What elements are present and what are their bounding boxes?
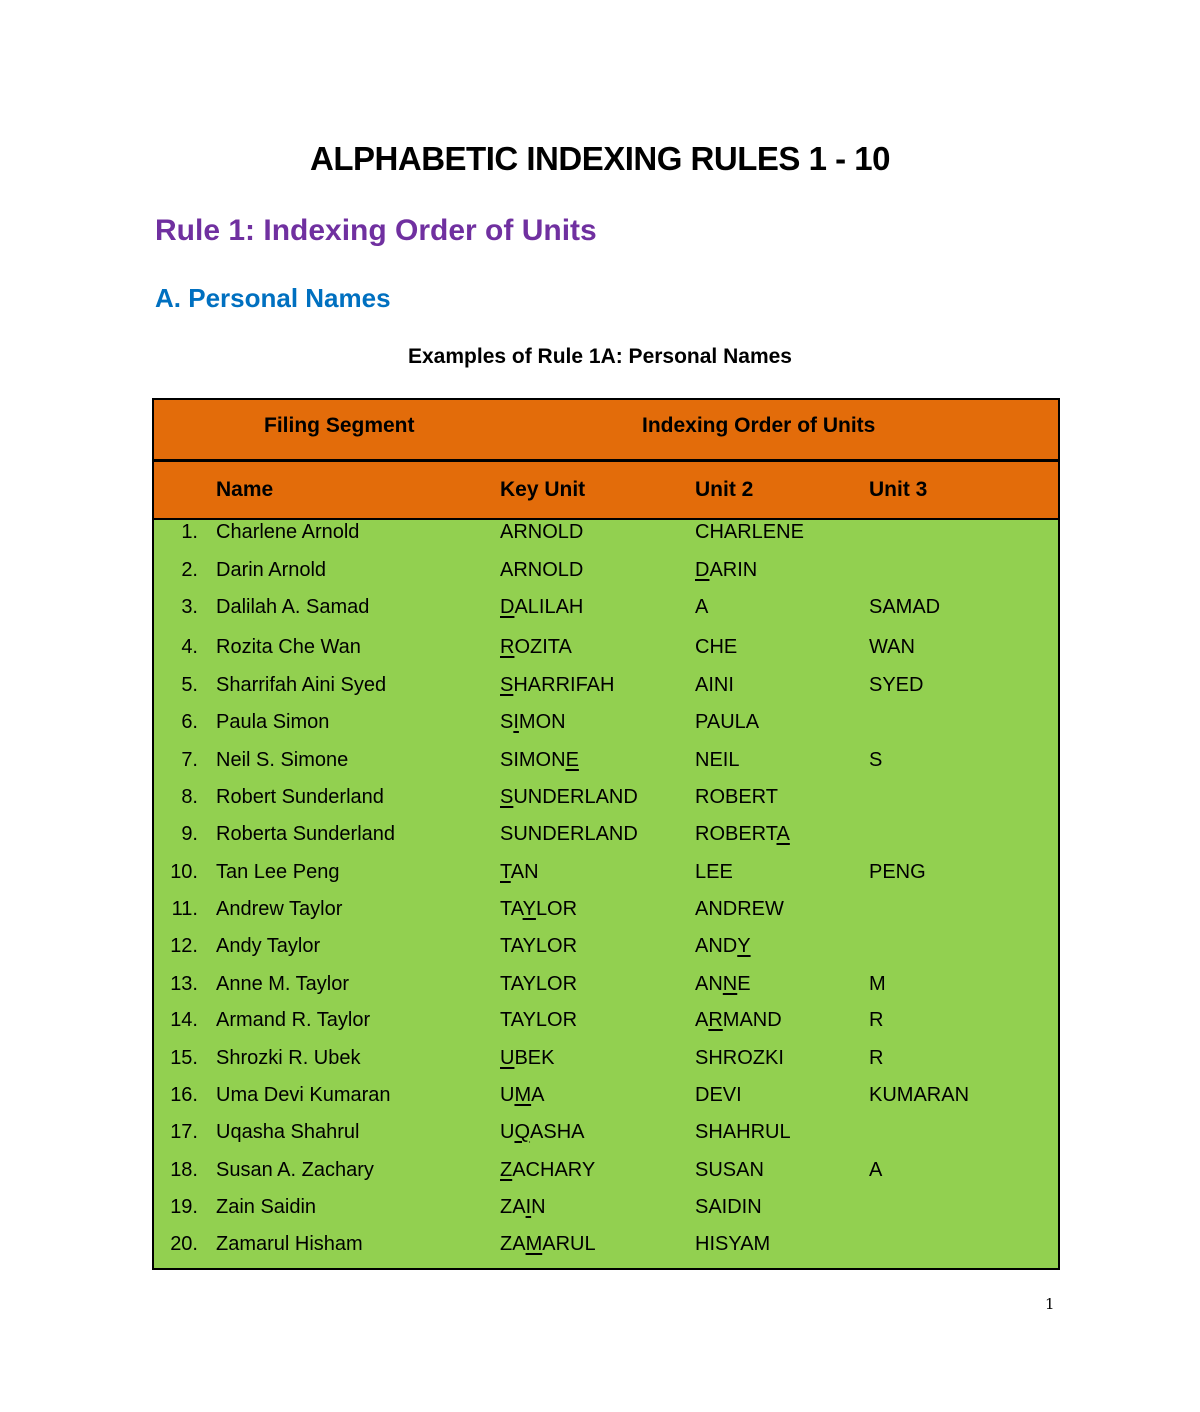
row-unit-3: WAN — [869, 636, 915, 658]
row-number: 2. — [181, 559, 198, 581]
table-row — [154, 966, 1058, 1003]
column-header-name: Name — [216, 478, 274, 501]
row-unit-3: R — [869, 1009, 884, 1031]
row-name: Tan Lee Peng — [216, 861, 340, 883]
row-number: 7. — [181, 749, 198, 771]
section-heading: A. Personal Names — [155, 283, 391, 313]
table-group-header — [154, 400, 1058, 462]
table-row — [154, 704, 1058, 741]
row-unit-2: ANDREW — [695, 898, 784, 920]
column-header-key-unit: Key Unit — [500, 478, 586, 501]
row-key-unit: SHARRIFAH — [500, 674, 615, 696]
row-key-unit: SIMONE — [500, 749, 579, 771]
table-row — [154, 928, 1058, 965]
row-unit-2: NEIL — [695, 749, 740, 771]
table-row — [154, 779, 1058, 816]
row-key-unit: SUNDERLAND — [500, 786, 638, 808]
row-name: Darin Arnold — [216, 559, 327, 581]
table-row — [154, 854, 1058, 891]
row-key-unit: ARNOLD — [500, 521, 584, 543]
table-row — [154, 816, 1058, 853]
row-name: Andrew Taylor — [216, 898, 343, 920]
row-key-unit: UQASHA — [500, 1121, 585, 1143]
row-number: 11. — [171, 898, 198, 920]
table-row — [154, 1189, 1058, 1226]
row-unit-2: ANDY — [695, 935, 751, 957]
row-key-unit: TAYLOR — [500, 898, 578, 920]
row-number: 18. — [170, 1159, 198, 1181]
column-header-unit-3: Unit 3 — [869, 478, 928, 501]
row-unit-2: DEVI — [695, 1084, 742, 1106]
row-unit-2: SAIDIN — [695, 1196, 762, 1218]
row-key-unit: DALILAH — [500, 596, 584, 618]
row-name: Andy Taylor — [216, 935, 321, 957]
row-name: Susan A. Zachary — [216, 1159, 374, 1181]
row-number: 14. — [170, 1009, 198, 1031]
row-number: 19. — [170, 1196, 198, 1218]
indexing-table — [152, 398, 1060, 1270]
row-unit-2: ARMAND — [695, 1009, 782, 1031]
row-number: 6. — [181, 711, 198, 733]
row-name: Neil S. Simone — [216, 749, 349, 771]
row-key-unit: ZAIN — [500, 1196, 546, 1218]
row-unit-2: ROBERTA — [695, 823, 790, 845]
row-number: 15. — [170, 1047, 198, 1069]
row-unit-2: AINI — [695, 674, 734, 696]
row-name: Anne M. Taylor — [216, 973, 350, 995]
table-row — [154, 891, 1058, 928]
row-number: 16. — [170, 1084, 198, 1106]
row-unit-2: SHROZKI — [695, 1047, 784, 1069]
group-header-indexing-order: Indexing Order of Units — [642, 414, 876, 437]
row-number: 8. — [181, 786, 198, 808]
row-unit-2: ROBERT — [695, 786, 778, 808]
row-name: Dalilah A. Samad — [216, 596, 370, 618]
row-name: Shrozki R. Ubek — [216, 1047, 361, 1069]
row-number: 5. — [181, 674, 198, 696]
row-unit-3: A — [869, 1159, 883, 1181]
table-row — [154, 1077, 1058, 1114]
row-unit-2: HISYAM — [695, 1233, 771, 1255]
row-unit-2: DARIN — [695, 559, 758, 581]
row-number: 17. — [170, 1121, 198, 1143]
row-name: Uma Devi Kumaran — [216, 1084, 391, 1106]
row-unit-2: ANNE — [695, 973, 751, 995]
row-key-unit: TAYLOR — [500, 935, 578, 957]
row-key-unit: ROZITA — [500, 636, 572, 658]
row-key-unit: ZAMARUL — [500, 1233, 596, 1255]
row-name: Roberta Sunderland — [216, 823, 396, 845]
row-name: Robert Sunderland — [216, 786, 384, 808]
row-unit-2: A — [695, 596, 709, 618]
row-unit-2: LEE — [695, 861, 733, 883]
row-name: Zain Saidin — [216, 1196, 317, 1218]
row-number: 9. — [181, 823, 198, 845]
row-unit-2: SUSAN — [695, 1159, 764, 1181]
row-key-unit: TAYLOR — [500, 973, 578, 995]
row-unit-3: PENG — [869, 861, 926, 883]
row-unit-3: KUMARAN — [869, 1084, 970, 1106]
row-number: 1. — [181, 521, 198, 543]
table-row — [154, 667, 1058, 704]
row-unit-2: CHARLENE — [695, 521, 804, 543]
table-row — [154, 552, 1058, 589]
rule-heading: Rule 1: Indexing Order of Units — [155, 214, 597, 247]
row-name: Uqasha Shahrul — [216, 1121, 360, 1143]
table-row — [154, 629, 1058, 666]
row-unit-2: SHAHRUL — [695, 1121, 791, 1143]
row-number: 12. — [170, 935, 198, 957]
row-name: Charlene Arnold — [216, 521, 360, 543]
column-header-unit-2: Unit 2 — [695, 478, 754, 501]
table-caption: Examples of Rule 1A: Personal Names — [408, 345, 792, 368]
row-number: 4. — [181, 636, 198, 658]
row-key-unit: SIMON — [500, 711, 566, 733]
row-key-unit: UMA — [500, 1084, 545, 1106]
row-number: 13. — [170, 973, 198, 995]
row-key-unit: SUNDERLAND — [500, 823, 638, 845]
row-number: 3. — [181, 596, 198, 618]
row-key-unit: TAYLOR — [500, 1009, 578, 1031]
table-row — [154, 514, 1058, 551]
row-unit-3: R — [869, 1047, 884, 1069]
row-name: Paula Simon — [216, 711, 330, 733]
table-row — [154, 1040, 1058, 1077]
table-row — [154, 1002, 1058, 1039]
row-unit-2: CHE — [695, 636, 738, 658]
table-row — [154, 1152, 1058, 1189]
row-number: 20. — [170, 1233, 198, 1255]
row-unit-2: PAULA — [695, 711, 760, 733]
row-number: 10. — [170, 861, 198, 883]
row-key-unit: ZACHARY — [500, 1159, 596, 1181]
row-unit-3: S — [869, 749, 883, 771]
row-key-unit: TAN — [500, 861, 539, 883]
row-name: Armand R. Taylor — [216, 1009, 371, 1031]
row-name: Sharrifah Aini Syed — [216, 674, 387, 696]
row-name: Rozita Che Wan — [216, 636, 361, 658]
row-name: Zamarul Hisham — [216, 1233, 363, 1255]
table-row — [154, 742, 1058, 779]
document-title: ALPHABETIC INDEXING RULES 1 - 10 — [310, 140, 890, 177]
row-unit-3: M — [869, 973, 886, 995]
row-unit-3: SAMAD — [869, 596, 941, 618]
row-unit-3: SYED — [869, 674, 924, 696]
row-key-unit: ARNOLD — [500, 559, 584, 581]
group-header-filing-segment: Filing Segment — [264, 414, 415, 437]
table-column-header — [154, 462, 1058, 520]
row-key-unit: UBEK — [500, 1047, 555, 1069]
page-number: 1 — [1045, 1295, 1055, 1313]
table-row — [154, 1114, 1058, 1151]
table-row — [154, 1226, 1058, 1263]
table-row — [154, 589, 1058, 626]
